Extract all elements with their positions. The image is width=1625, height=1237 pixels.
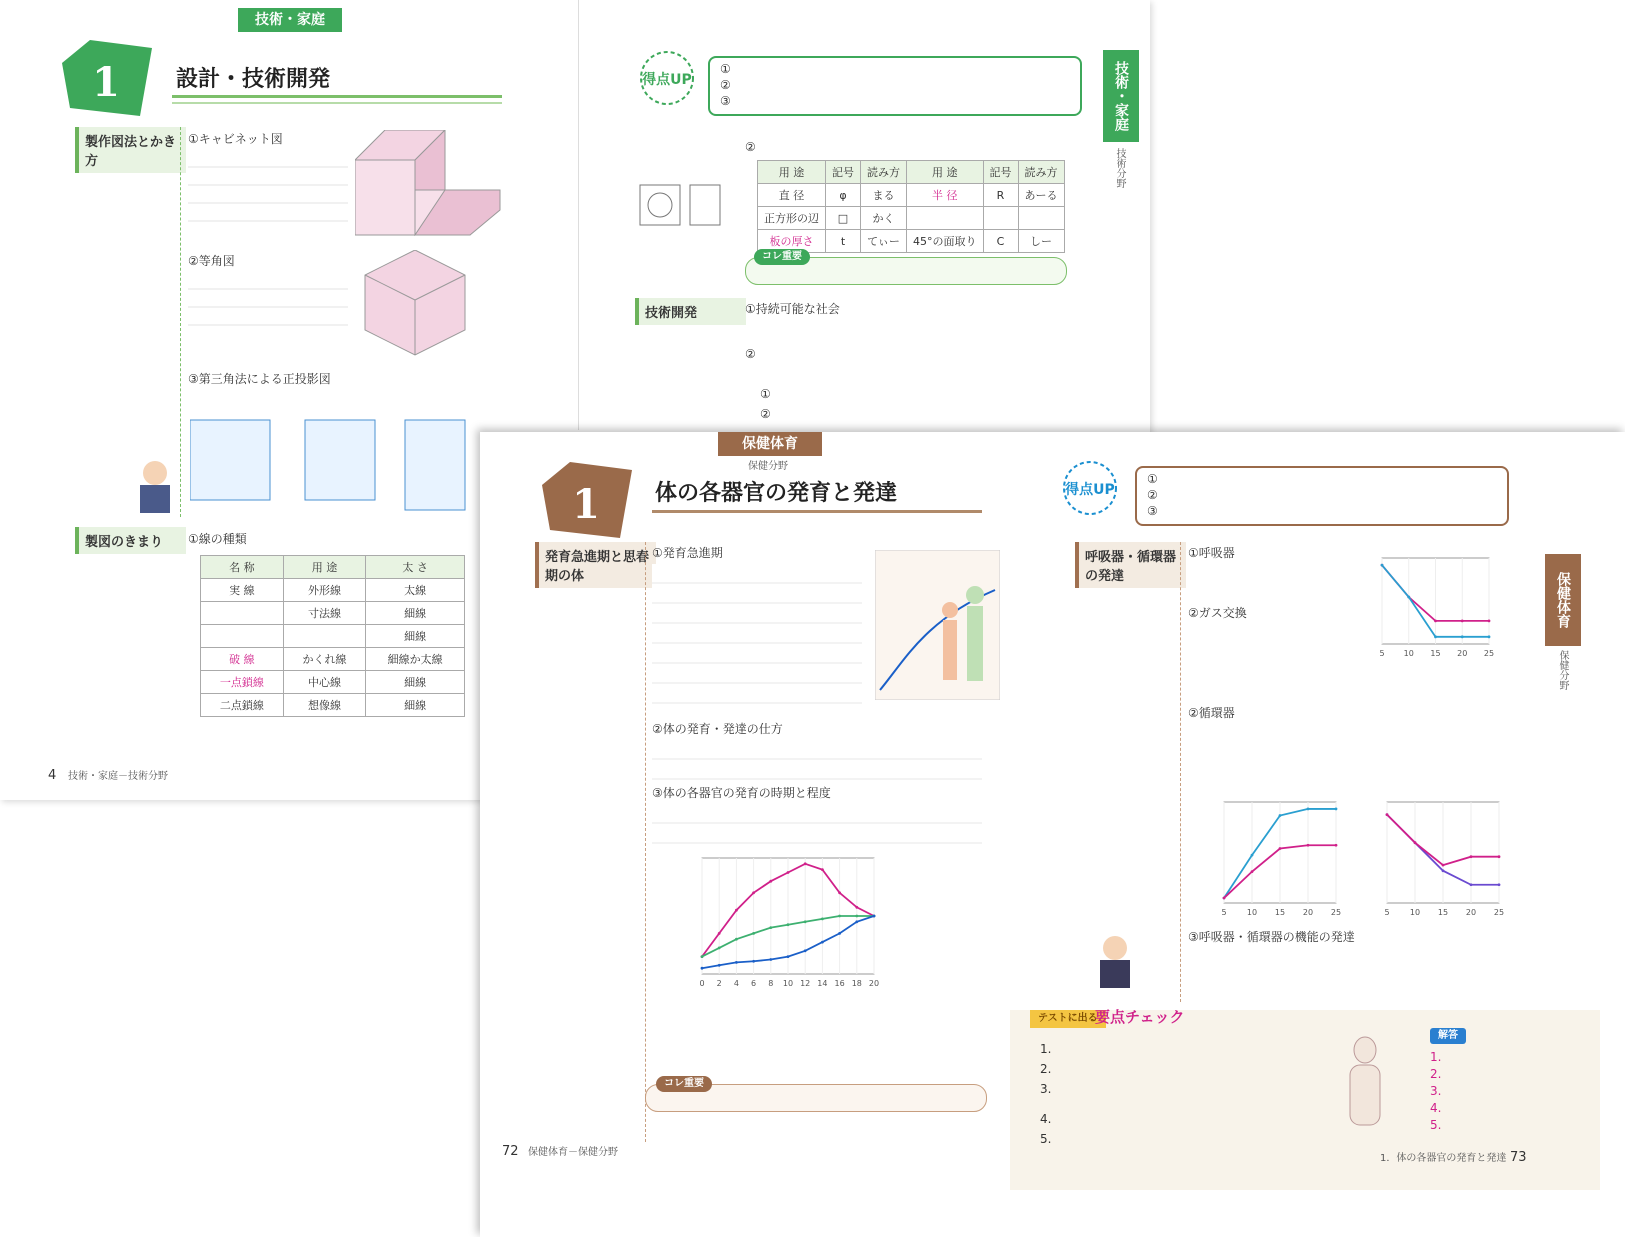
data-point — [838, 932, 841, 935]
x-tick-label: 2 — [716, 979, 722, 988]
x-tick-label: 18 — [851, 979, 862, 988]
table-header: 用 途 — [283, 556, 366, 579]
data-point — [718, 932, 721, 935]
table-cell: 一点鎖線 — [201, 671, 284, 694]
table-cell: 細線 — [366, 671, 465, 694]
data-point — [855, 920, 858, 923]
page-footer: 保健体育－保健分野 — [528, 1147, 618, 1158]
section-number: 1 — [572, 481, 600, 528]
table-header: 用 途 — [758, 161, 826, 184]
x-tick-label: 25 — [1330, 908, 1342, 917]
page-footer: 技術・家庭－技術分野 — [68, 771, 168, 782]
x-tick-label: 20 — [868, 979, 880, 988]
section-heading: 呼吸器・循環器の発達 — [1075, 542, 1186, 588]
body-text-lines — [652, 804, 982, 844]
data-point — [1279, 847, 1282, 850]
item-1: ①呼吸器 — [1188, 546, 1235, 560]
table-cell: 半 径 — [907, 184, 984, 207]
key-point-label: コレ重要 — [656, 1076, 712, 1092]
x-tick-label: 5 — [1379, 649, 1385, 658]
table-cell: かく — [861, 207, 907, 230]
key-point-box — [745, 251, 1067, 285]
item-3: ③体の各器官の発育の時期と程度 — [652, 786, 831, 800]
data-point — [1488, 620, 1491, 623]
data-point — [1335, 844, 1338, 847]
badge-label: 得点UP — [642, 72, 692, 88]
x-tick-label: 15 — [1274, 908, 1286, 917]
test-question: 3. — [1040, 1082, 1052, 1096]
isometric-drawing — [355, 250, 475, 360]
anatomy-figure — [1330, 1035, 1400, 1145]
table-header: 読み方 — [861, 161, 907, 184]
data-point — [1442, 864, 1445, 867]
badge-label: 得点UP — [1065, 482, 1115, 498]
page-number: 72 — [502, 1144, 519, 1159]
x-tick-label: 0 — [699, 979, 705, 988]
table-cell: 二点鎖線 — [201, 694, 284, 717]
data-point — [1470, 855, 1473, 858]
checkpoint-box — [708, 56, 1082, 116]
page-number: 73 — [1510, 1150, 1527, 1165]
data-point — [752, 932, 755, 935]
table-header: 名 称 — [201, 556, 284, 579]
data-point — [1307, 808, 1310, 811]
divider — [645, 542, 646, 1142]
data-point — [752, 891, 755, 894]
table-cell: しー — [1018, 230, 1064, 253]
table-cell: 細線 — [366, 694, 465, 717]
data-point — [735, 938, 738, 941]
table-header: 太 さ — [366, 556, 465, 579]
table-cell: 直 径 — [758, 184, 826, 207]
table-cell: φ — [826, 184, 861, 207]
subject-tab: 技術・家庭 — [238, 8, 342, 32]
checkpoint-box — [1135, 466, 1509, 526]
check-item: ③ — [1147, 504, 1158, 518]
data-point — [873, 915, 876, 918]
x-tick-label: 10 — [782, 979, 794, 988]
data-point — [1488, 635, 1491, 638]
answer: 5. — [1430, 1118, 1442, 1132]
data-point — [701, 955, 704, 958]
data-point — [804, 920, 807, 923]
data-point — [855, 906, 858, 909]
drawing-diagram — [635, 165, 725, 245]
score-up-badge — [1055, 458, 1125, 518]
section-heading: 製作図法とかき方 — [75, 127, 186, 173]
body-text-lines — [652, 740, 982, 780]
data-point — [838, 915, 841, 918]
test-question: 2. — [1040, 1062, 1052, 1076]
data-point — [1251, 870, 1254, 873]
section-heading: 製図のきまり — [75, 527, 186, 554]
item-2: ②循環器 — [1188, 706, 1235, 720]
table-cell: 45°の面取り — [907, 230, 984, 253]
data-point — [735, 961, 738, 964]
data-point — [718, 947, 721, 950]
section-number: 1 — [92, 59, 120, 106]
data-point — [787, 871, 790, 874]
item-3: ③第三角法による正投影図 — [188, 372, 331, 386]
data-point — [1279, 814, 1282, 817]
data-point — [821, 918, 824, 921]
table-cell: □ — [826, 207, 861, 230]
subject-tab: 保健体育 — [718, 432, 822, 456]
table-cell: 正方形の辺 — [758, 207, 826, 230]
table-cell: 実 線 — [201, 579, 284, 602]
x-tick-label: 8 — [768, 979, 774, 988]
check-item: ① — [720, 62, 731, 76]
data-point — [1414, 841, 1417, 844]
sub-item: ① — [760, 387, 771, 401]
table-cell: 外形線 — [283, 579, 366, 602]
data-point — [1461, 635, 1464, 638]
test-label: テストに出る — [1030, 1010, 1106, 1028]
key-point-box — [645, 1078, 987, 1112]
item-1: ①発育急進期 — [652, 546, 723, 560]
x-tick-label: 20 — [1457, 649, 1468, 658]
table-cell: てぃー — [861, 230, 907, 253]
data-point — [787, 923, 790, 926]
data-point — [1498, 883, 1501, 886]
check-item: ① — [1147, 472, 1158, 486]
test-question: 5. — [1040, 1132, 1052, 1146]
x-tick-label: 20 — [1465, 908, 1477, 917]
data-point — [821, 868, 824, 871]
side-subject-sub: 保健分野 — [1557, 650, 1568, 690]
page-footer: 1．体の各器官の発育と発達 — [1380, 1153, 1507, 1164]
table-cell: t — [826, 230, 861, 253]
data-point — [821, 941, 824, 944]
data-point — [1335, 808, 1338, 811]
data-point — [838, 891, 841, 894]
x-tick-label: 15 — [1430, 649, 1441, 658]
x-tick-label: 5 — [1221, 908, 1227, 917]
table-header: 用 途 — [907, 161, 984, 184]
page-gutter — [578, 0, 579, 430]
table-cell: 太線 — [366, 579, 465, 602]
test-heading: 要点チェック — [1095, 1008, 1185, 1026]
data-point — [1498, 855, 1501, 858]
data-point — [1461, 620, 1464, 623]
data-point — [1307, 844, 1310, 847]
projection-drawings — [190, 415, 480, 515]
side-subject-sub: 技術分野 — [1114, 148, 1125, 188]
vital-capacity-chart — [1202, 794, 1342, 919]
side-subject-tab: 保健体育 — [1545, 554, 1581, 646]
x-tick-label: 4 — [733, 979, 739, 988]
data-point — [718, 964, 721, 967]
table-cell: C — [983, 230, 1018, 253]
respiration-chart — [1360, 550, 1495, 660]
data-point — [735, 909, 738, 912]
x-tick-label: 10 — [1403, 649, 1414, 658]
cabinet-drawing — [355, 130, 505, 240]
data-point — [855, 915, 858, 918]
organ-growth-chart — [680, 850, 880, 990]
table-cell: 想像線 — [283, 694, 366, 717]
section-heading: 発育急進期と思春期の体 — [535, 542, 656, 588]
key-point-label: コレ重要 — [754, 249, 810, 265]
section-number-badge — [540, 460, 634, 540]
sub-item: ② — [760, 407, 771, 421]
x-tick-label: 10 — [1246, 908, 1258, 917]
table-cell: まる — [861, 184, 907, 207]
dimension-symbol-table — [757, 160, 1065, 253]
x-tick-label: 10 — [1409, 908, 1421, 917]
page-number: 4 — [48, 768, 57, 783]
table-header: 読み方 — [1018, 161, 1064, 184]
data-point — [787, 955, 790, 958]
item-1-gas: ②ガス交換 — [1188, 606, 1247, 620]
table-cell — [907, 207, 984, 230]
item-1: ①キャビネット図 — [188, 132, 283, 146]
table-cell — [283, 625, 366, 648]
table-cell: かくれ線 — [283, 648, 366, 671]
table-cell — [201, 625, 284, 648]
title-underline — [172, 95, 502, 98]
table-header: 記号 — [983, 161, 1018, 184]
table-cell: R — [983, 184, 1018, 207]
teacher-avatar — [1090, 930, 1140, 990]
x-tick-label: 16 — [834, 979, 845, 988]
teacher-avatar — [130, 455, 180, 515]
data-point — [1434, 635, 1437, 638]
growth-figure — [875, 550, 1000, 700]
x-tick-label: 14 — [817, 979, 828, 988]
item-2: ②等角図 — [188, 254, 235, 268]
data-point — [1407, 596, 1410, 599]
item-1: ①線の種類 — [188, 532, 247, 546]
x-tick-label: 20 — [1302, 908, 1314, 917]
table-cell: 細線 — [366, 602, 465, 625]
page-title: 設計・技術開発 — [176, 67, 331, 92]
x-tick-label: 25 — [1493, 908, 1505, 917]
table-cell — [983, 207, 1018, 230]
line-types-table — [200, 555, 465, 717]
title-underline-2 — [172, 102, 502, 104]
x-tick-label: 6 — [751, 979, 757, 988]
check-item: ③ — [720, 94, 731, 108]
table-cell: 破 線 — [201, 648, 284, 671]
divider — [1180, 542, 1181, 1002]
x-tick-label: 15 — [1437, 908, 1449, 917]
table-header: 記号 — [826, 161, 861, 184]
table-cell — [1018, 207, 1064, 230]
data-point — [1442, 869, 1445, 872]
pulse-chart — [1365, 794, 1505, 919]
table-cell: 中心線 — [283, 671, 366, 694]
item-3: ③呼吸器・循環器の機能の発達 — [1188, 930, 1355, 944]
data-point — [804, 949, 807, 952]
check-item: ② — [720, 78, 731, 92]
body-text-lines — [188, 272, 348, 332]
divider — [180, 127, 181, 517]
table-cell: 寸法線 — [283, 602, 366, 625]
data-point — [1386, 813, 1389, 816]
data-point — [1381, 564, 1384, 567]
page-title: 体の各器官の発育と発達 — [655, 481, 898, 506]
side-subject-tab: 技術・家庭 — [1103, 50, 1139, 142]
answer: 3. — [1430, 1084, 1442, 1098]
title-underline — [652, 510, 982, 513]
item-2: ② — [745, 140, 756, 154]
table-cell — [201, 602, 284, 625]
data-point — [769, 880, 772, 883]
data-point — [701, 967, 704, 970]
data-point — [1223, 897, 1226, 900]
table-cell: 細線か太線 — [366, 648, 465, 671]
data-point — [804, 862, 807, 865]
x-tick-label: 25 — [1483, 649, 1495, 658]
table-cell: 細線 — [366, 625, 465, 648]
data-point — [769, 926, 772, 929]
table-cell: あーる — [1018, 184, 1064, 207]
test-question: 4. — [1040, 1112, 1052, 1126]
data-point — [1251, 854, 1254, 857]
item-2: ② — [745, 347, 756, 361]
x-tick-label: 12 — [800, 979, 811, 988]
section-heading: 技術開発 — [635, 298, 746, 325]
answer: 2. — [1430, 1067, 1442, 1081]
table-cell: 板の厚さ — [758, 230, 826, 253]
x-tick-label: 5 — [1384, 908, 1390, 917]
section-number-badge — [60, 38, 154, 118]
check-item: ② — [1147, 488, 1158, 502]
subject-sub: 保健分野 — [748, 461, 788, 472]
data-point — [1470, 883, 1473, 886]
data-point — [1434, 620, 1437, 623]
body-text-lines — [652, 564, 862, 714]
item-1: ①持続可能な社会 — [745, 302, 840, 316]
item-2: ②体の発育・発達の仕方 — [652, 722, 783, 736]
data-point — [769, 958, 772, 961]
body-text-lines — [188, 150, 348, 230]
front-spread — [480, 432, 1625, 1237]
answer: 1. — [1430, 1050, 1442, 1064]
test-question: 1. — [1040, 1042, 1052, 1056]
score-up-badge — [632, 48, 702, 108]
answer: 4. — [1430, 1101, 1442, 1115]
data-point — [752, 960, 755, 963]
answer-label: 解答 — [1430, 1028, 1466, 1044]
